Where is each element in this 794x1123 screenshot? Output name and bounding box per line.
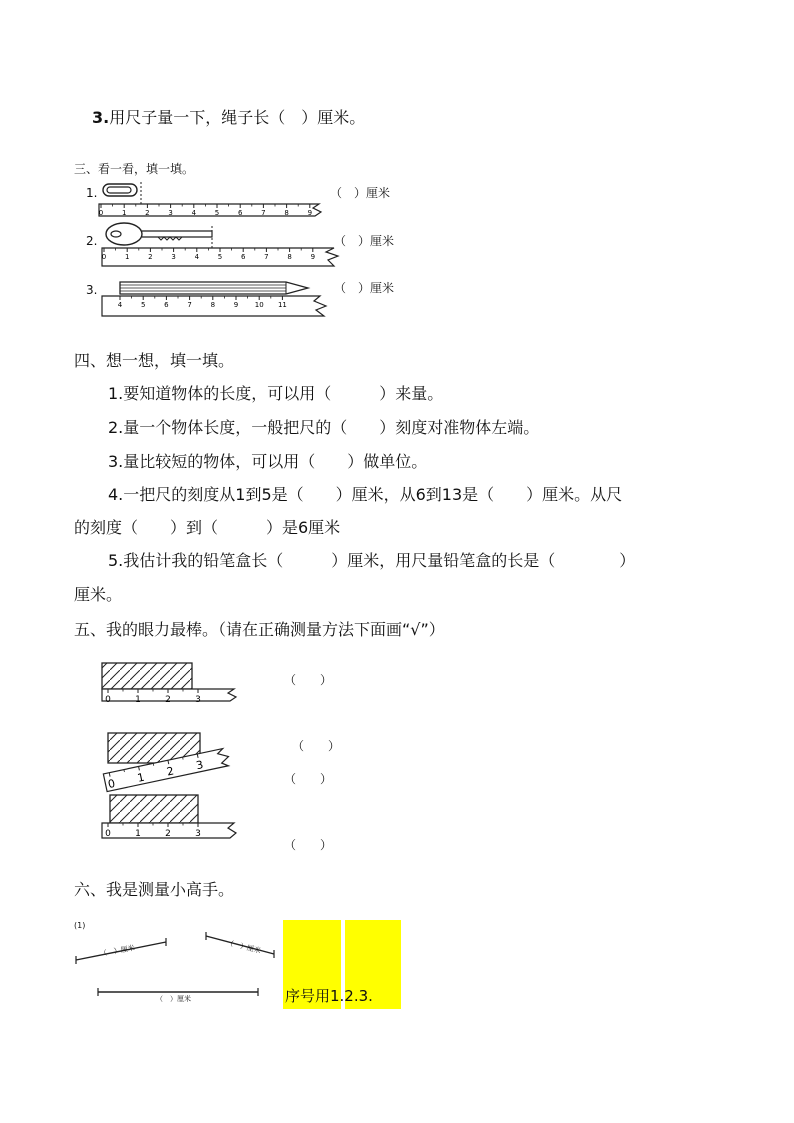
question-number: 3. [92,108,110,127]
measure-figure-1 [100,660,240,720]
ruler-1-tick-label: 5 [214,209,220,217]
ruler-2-tick-label: 5 [217,253,223,261]
s4-line-1: 1.要知道物体的长度，可以用（ ）来量。 [108,384,444,403]
s5-ruler-3-tick-label: 1 [135,829,141,839]
ruler-3-tick-label: 6 [164,301,169,309]
s5-ruler-2-half-tick [183,757,184,759]
ruler-2-tick-label: 9 [310,253,316,261]
s5-blank-2: （ ） [292,739,341,753]
section-6-title: 六、我是测量小高手。 [74,880,235,899]
item-3-label: 3. [86,283,98,297]
pencil-icon [120,282,308,294]
section-3-title: 三、看一看，填一填。 [74,162,195,176]
item-1-label: 1. [86,186,98,200]
segment-3-label: （ ）厘米 [156,995,191,1003]
s4-line-3: 3.量比较短的物体，可以用（ ）做单位。 [108,452,428,471]
section-4-title: 四、想一想，填一填。 [74,351,235,370]
ruler-3-tick-label: 11 [277,301,287,309]
yellow-note: 序号用1.2.3. [285,987,373,1005]
question-3-rope [92,110,365,126]
ruler-3-tick-label: 10 [254,301,264,309]
ruler-2-tick-label: 7 [264,253,269,261]
item-1-answer: （ ）厘米 [330,186,391,200]
segment-1-label: （ ）厘米 [99,944,136,958]
s5-ruler-2-tick-label: 0 [106,776,117,792]
ruler-1-figure [95,182,335,222]
s5-blank-4: （ ） [284,838,333,852]
ruler-2-tick-label: 4 [194,253,200,261]
ruler-1-tick-label: 2 [145,209,150,217]
ruler-1-tick-label: 6 [237,209,243,217]
s6-sub-label: (1) [74,921,86,930]
measure-figure-3 [100,792,240,852]
s5-blank-1: （ ） [284,673,333,687]
ruler-2-tick-label: 0 [101,253,107,261]
segment-2-label: （ ）厘米 [225,938,262,956]
item-3-answer: （ ）厘米 [334,281,395,295]
s5-ruler-2-tick-label: 1 [136,770,146,785]
ruler-2-tick-label: 3 [171,253,176,261]
s4-line-5: 5.我估计我的铅笔盒长（ ）厘米，用尺量铅笔盒的长是（ ） [108,551,636,570]
s5-ruler-1-tick-label: 0 [105,695,111,705]
ruler-1-tick-label: 0 [98,209,104,217]
ruler-3-figure [98,276,338,320]
s5-ruler-1-tick-label: 3 [195,695,201,705]
ruler-1-tick-label: 1 [121,209,127,217]
s5-ruler-3-tick-label: 2 [165,829,171,839]
question-text: 用尺子量一下，绳子长（ ）厘米。 [109,108,366,127]
ruler-3-tick-label: 7 [187,301,192,309]
s4-line-4: 4.一把尺的刻度从1到5是（ ）厘米，从6到13是（ ）厘米。从尺 [108,485,623,504]
ruler-3-tick-label: 4 [117,301,123,309]
s4-line-2: 2.量一个物体长度，一般把尺的（ ）刻度对准物体左端。 [108,418,540,437]
s5-ruler-3-tick-label: 3 [195,829,201,839]
ruler-2-tick-label: 2 [148,253,153,261]
item-2-answer: （ ）厘米 [334,234,395,248]
s4-line-4-cont: 的刻度（ ）到（ ）是6厘米 [74,518,341,537]
ruler-1-tick-label: 4 [191,209,197,217]
s5-ruler-1-tick-label: 1 [135,695,141,705]
s5-ruler-2-tick-label: 2 [165,764,176,779]
s5-blank-3: （ ） [284,772,333,786]
measure-figure-2 [100,730,240,790]
paperclip-icon [103,184,137,196]
ruler-1-tick-label: 7 [261,209,266,217]
ruler-3-tick-label: 5 [140,301,146,309]
section-5-title: 五、我的眼力最棒。（请在正确测量方法下面画“√”） [74,620,445,639]
s5-ruler-2-tick-label: 3 [194,758,205,773]
key-icon [106,223,212,245]
s5-ruler-2-half-tick [124,770,125,772]
item-2-label: 2. [86,234,98,248]
ruler-1-tick-label: 8 [284,209,289,217]
ruler-3-tick-label: 8 [210,301,216,309]
s4-line-5-cont: 厘米。 [74,585,123,604]
ruler-1-tick-label: 9 [307,209,313,217]
ruler-2-tick-label: 1 [124,253,130,261]
ruler-2-tick-label: 6 [240,253,246,261]
s5-ruler-2-half-tick [153,763,154,765]
ruler-2-figure [98,220,348,272]
s5-ruler-1-tick-label: 2 [165,695,171,705]
ruler-3-tick-label: 9 [233,301,239,309]
ruler-1-tick-label: 3 [168,209,173,217]
s5-ruler-3-tick-label: 0 [105,829,111,839]
ruler-2-tick-label: 8 [287,253,292,261]
